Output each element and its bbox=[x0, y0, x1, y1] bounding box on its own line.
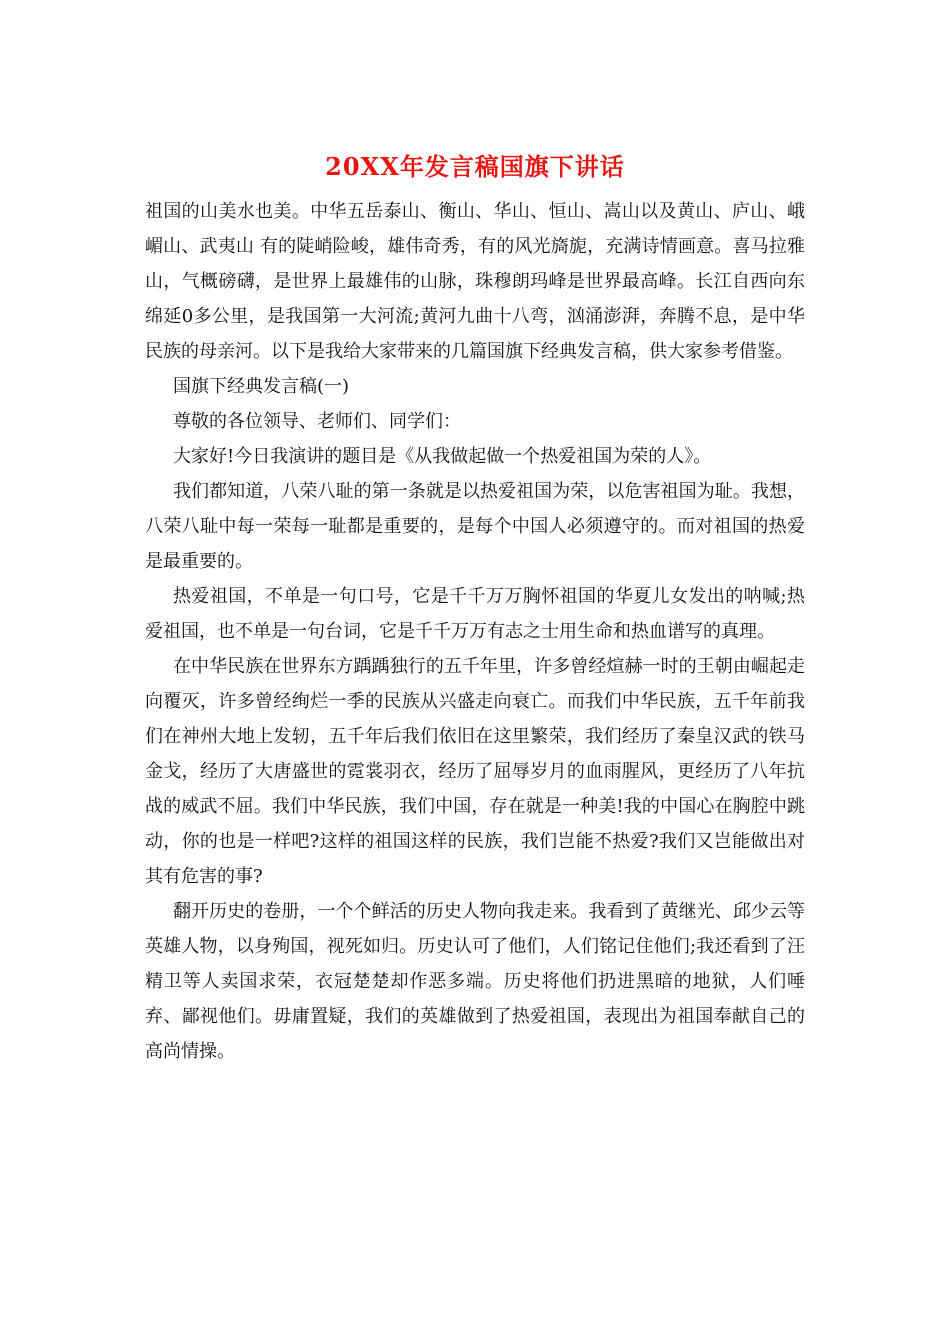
document-body bbox=[145, 194, 805, 1069]
paragraph-salutation: 尊敬的各位领导、老师们、同学们： bbox=[173, 411, 461, 432]
paragraph-section-heading: 国旗下经典发言稿(一) bbox=[173, 376, 350, 397]
paragraph-body-1: 我们都知道，八荣八耻的第一条就是以热爱祖国为荣，以危害祖国为耻。我想，八荣八耻中每一荣每一耻都是重要的，是每个中国人必须遵守的。而对祖国的热爱是最重要的。 bbox=[145, 481, 805, 572]
paragraph-greeting: 大家好!今日我演讲的题目是《从我做起做一个热爱祖国为荣的人》。 bbox=[173, 446, 712, 467]
paragraph-body-4: 翻开历史的卷册，一个个鲜活的历史人物向我走来。我看到了黄继光、邱少云等英雄人物，以身殉国，视死如归。历史认可了他们，人们铭记住他们;我还看到了汪精卫等人卖国求荣，衣冠楚楚却作恶多端。历史将他们扔进黑暗的地狱，人们唾弃、鄙视他们。毋庸置疑，我们的英雄做到了热爱祖国，表现出为祖国奉献自己的高尚情操。 bbox=[145, 901, 805, 1062]
paragraph-body-2: 热爱祖国，不单是一句口号，它是千千万万胸怀祖国的华夏儿女发出的呐喊;热爱祖国，也不单是一句台词，它是千千万万有志之士用生命和热血谱写的真理。 bbox=[145, 586, 805, 642]
document-title: 20XX年发言稿国旗下讲话 bbox=[325, 152, 625, 181]
paragraph-intro: 祖国的山美水也美。中华五岳泰山、衡山、华山、恒山、嵩山以及黄山、庐山、峨嵋山、武夷山 有的陡峭险峻，雄伟奇秀，有的风光旖旎，充满诗情画意。喜马拉雅山，气概磅礴，是世界上最雄伟的山脉，珠穆朗玛峰是世界最高峰。长江自西向东绵延0多公里，是我国第一大河流;黄河九曲十八弯，汹涌澎湃，奔腾不息，是中华民族的母亲河。以下是我给大家带来的几篇国旗下经典发言稿，供大家参考借鉴。 bbox=[145, 201, 805, 362]
paragraph-body-3: 在中华民族在世界东方踽踽独行的五千年里，许多曾经煊赫一时的王朝由崛起走向覆灭，许多曾经绚烂一季的民族从兴盛走向衰亡。而我们中华民族，五千年前我们在神州大地上发轫，五千年后我们依旧在这里繁荣，我们经历了秦皇汉武的铁马金戈，经历了大唐盛世的霓裳羽衣，经历了屈辱岁月的血雨腥风，更经历了八年抗战的威武不屈。我们中华民族，我们中国，存在就是一种美!我的中国心在胸腔中跳动，你的也是一样吧?这样的祖国这样的民族，我们岂能不热爱?我们又岂能做出对其有危害的事? bbox=[145, 656, 805, 887]
